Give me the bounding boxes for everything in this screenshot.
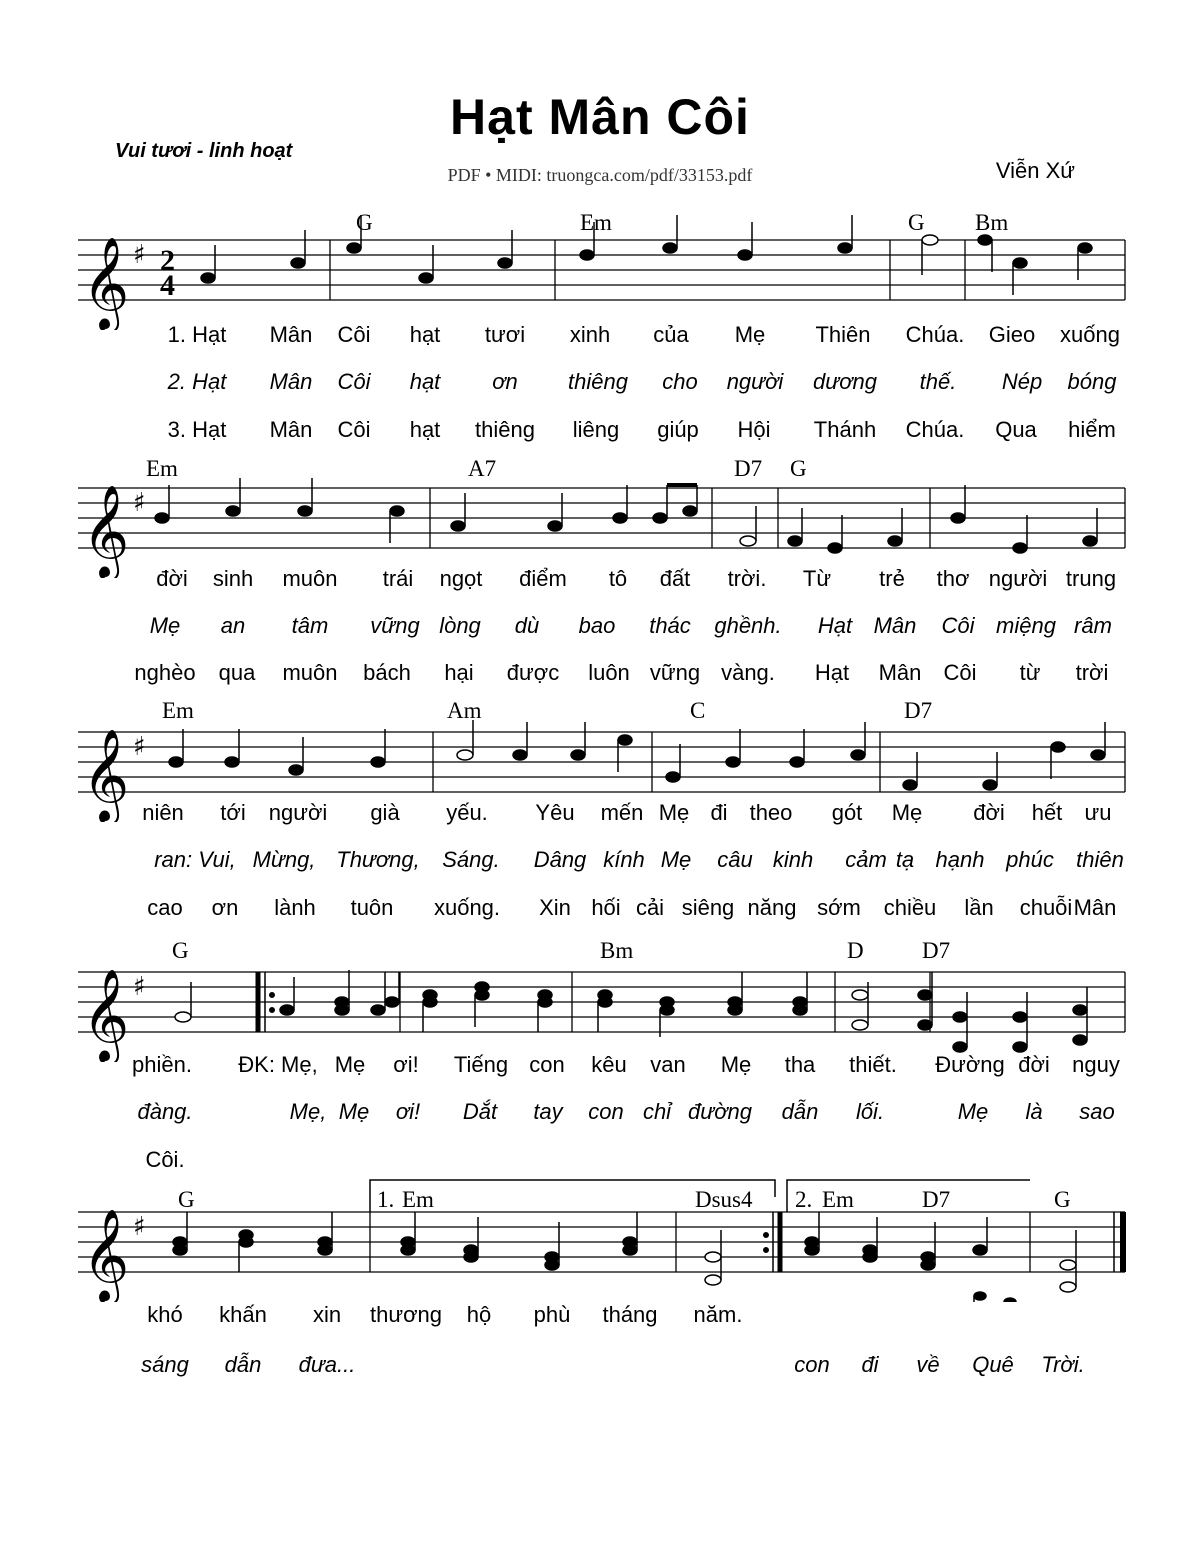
lyric-syllable: liêng	[572, 417, 620, 442]
lyric-syllable: thác	[649, 613, 691, 638]
lyric-syllable: Mân	[269, 322, 313, 347]
lyric-syllable: đời	[1018, 1052, 1050, 1077]
lyric-syllable: tháng	[602, 1302, 658, 1327]
chord-label: Bm	[975, 210, 1009, 235]
lyric-syllable: Côi	[337, 417, 371, 442]
lyric-syllable: là	[1025, 1099, 1043, 1124]
staff-5	[0, 1172, 1200, 1302]
lyric-syllable: hết	[1031, 800, 1063, 825]
system-3	[0, 692, 1200, 942]
lyric-syllable: đời	[156, 566, 188, 591]
lyric-syllable: phiền.	[132, 1052, 192, 1077]
lyric-syllable: râm	[1074, 613, 1112, 638]
lyric-syllable: lòng	[439, 613, 481, 638]
treble-clef-icon: 𝄞	[82, 1208, 130, 1301]
lyric-syllable: trẻ	[879, 566, 905, 591]
lyric-syllable: hạt	[409, 322, 441, 347]
lyric-syllable: Đường	[935, 1052, 1005, 1077]
lyrics-verse-2	[0, 613, 1200, 643]
lyric-syllable: tay	[533, 1099, 563, 1124]
lyric-syllable: van	[650, 1052, 686, 1077]
lyric-syllable: trái	[382, 566, 414, 591]
lyric-syllable: sinh	[212, 566, 254, 591]
lyric-syllable: Mẹ,	[289, 1099, 327, 1124]
lyric-syllable: lành	[274, 895, 316, 920]
lyric-syllable: được	[506, 660, 560, 685]
staff-lines	[78, 1212, 1125, 1272]
lyric-syllable: theo	[749, 800, 793, 825]
lyric-syllable: đất	[659, 566, 691, 591]
lyric-syllable: vàng.	[721, 660, 775, 685]
lyric-syllable: Mân	[873, 613, 917, 638]
treble-clef-icon: 𝄞	[82, 236, 130, 329]
lyrics-verse-2	[0, 1352, 1200, 1382]
time-sig-bottom: 4	[160, 269, 175, 302]
system-2	[0, 448, 1200, 698]
lyric-syllable: Mẹ	[891, 800, 923, 825]
lyric-syllable: đàng.	[137, 1099, 193, 1124]
lyric-syllable: Mân	[269, 417, 313, 442]
staff-lines	[78, 240, 1125, 300]
lyric-syllable: điểm	[519, 566, 567, 591]
lyric-syllable: dù	[514, 613, 540, 638]
key-signature-sharp: ♯	[133, 240, 146, 270]
chord-label: D7	[734, 456, 763, 481]
song-title: Hạt Mân Côi	[450, 89, 750, 145]
staff-4	[0, 932, 1200, 1062]
lyric-syllable: trời	[1075, 660, 1109, 685]
lyric-syllable: Thiên	[815, 322, 871, 347]
lyric-syllable: phù	[533, 1302, 571, 1327]
lyric-syllable: trời.	[727, 566, 767, 591]
source-link[interactable]: PDF • MIDI: truongca.com/pdf/33153.pdf	[447, 165, 753, 185]
lyric-syllable: Hội	[737, 417, 771, 442]
lyric-syllable: người	[726, 369, 784, 394]
chord-label: Am	[447, 698, 482, 723]
lyric-syllable: Dâng	[533, 847, 587, 872]
lyric-syllable: thiết.	[849, 1052, 897, 1077]
key-signature-sharp: ♯	[133, 732, 146, 762]
chord-label: D	[847, 938, 864, 963]
lyric-syllable: đưa...	[298, 1352, 356, 1377]
lyric-syllable: khó	[147, 1302, 183, 1327]
lyric-syllable: chiều	[883, 895, 937, 920]
lyric-syllable: người	[268, 800, 328, 825]
chord-label: Em	[162, 698, 194, 723]
volta-label: 1.	[377, 1187, 395, 1212]
chord-label: G	[908, 210, 925, 235]
lyrics-verse-1	[0, 566, 1200, 596]
lyric-syllable: con	[794, 1352, 830, 1377]
chord-label: Em	[146, 456, 178, 481]
lyric-syllable: dương	[813, 369, 877, 394]
lyric-syllable: mến	[600, 800, 644, 825]
lyric-syllable: ghềnh.	[714, 613, 782, 638]
lyric-syllable: Dắt	[462, 1099, 498, 1124]
lyric-syllable: Mẹ	[957, 1099, 989, 1124]
lyric-syllable: Yêu	[535, 800, 575, 825]
lyric-syllable: Tiếng	[453, 1052, 509, 1077]
lyric-syllable: câu	[717, 847, 753, 872]
lyric-syllable: bách	[363, 660, 411, 685]
lyric-syllable: tới	[220, 800, 246, 825]
lyric-syllable: thiên	[1076, 847, 1124, 872]
lyric-syllable: 2. Hạt	[167, 369, 227, 394]
lyric-syllable: Côi	[337, 369, 371, 394]
lyric-syllable: tuôn	[350, 895, 394, 920]
lyric-syllable: kinh	[772, 847, 814, 872]
lyric-syllable: Quê	[972, 1352, 1014, 1377]
key-signature-sharp: ♯	[133, 972, 146, 1002]
lyric-syllable: ran: Vui,	[154, 847, 236, 872]
lyric-syllable: ngọt	[439, 566, 483, 591]
lyric-syllable: từ	[1019, 660, 1041, 685]
key-signature-sharp: ♯	[133, 488, 146, 518]
lyric-syllable: ưu	[1084, 800, 1112, 825]
staff-1	[0, 200, 1200, 330]
lyric-syllable: chỉ	[642, 1099, 672, 1124]
lyric-syllable: chuỗi	[1019, 895, 1073, 920]
lyrics-verse-2	[0, 369, 1200, 399]
chord-label: Em	[402, 1187, 434, 1212]
lyric-syllable: 1. Hạt	[167, 322, 227, 347]
lyric-syllable: Nép	[1001, 369, 1043, 394]
lyric-syllable: vững	[649, 660, 701, 685]
lyric-syllable: miệng	[996, 613, 1056, 638]
chord-label: A7	[468, 456, 497, 481]
lyric-syllable: già	[370, 800, 400, 825]
lyric-syllable: Chúa.	[905, 322, 965, 347]
lyric-syllable: luôn	[588, 660, 630, 685]
lyric-syllable: Hạt	[817, 613, 853, 638]
lyric-syllable: Gieo	[988, 322, 1036, 347]
lyric-syllable: Thương,	[336, 847, 420, 872]
lyrics-verse-1	[0, 322, 1200, 352]
lyric-syllable: tâm	[291, 613, 329, 638]
chord-label: C	[690, 698, 706, 723]
lyric-syllable: sáng	[141, 1352, 189, 1377]
lyric-syllable: muôn	[282, 660, 338, 685]
lyric-syllable: hạt	[409, 369, 441, 394]
chord-label: G	[790, 456, 807, 481]
lyric-syllable: Mân	[269, 369, 313, 394]
chord-label: Dsus4	[695, 1187, 753, 1212]
chord-label: G	[356, 210, 373, 235]
lyric-syllable: Mẹ	[338, 1099, 370, 1124]
treble-clef-icon: 𝄞	[82, 968, 130, 1061]
lyric-syllable: kính	[603, 847, 645, 872]
lyric-syllable: Côi	[943, 660, 977, 685]
lyric-syllable: kêu	[591, 1052, 627, 1077]
lyric-syllable: Sáng.	[442, 847, 500, 872]
chord-label: D7	[922, 938, 951, 963]
lyric-syllable: thiêng	[568, 369, 628, 394]
lyric-syllable: của	[653, 322, 689, 347]
lyric-syllable: Mẹ	[658, 800, 690, 825]
lyric-syllable: nguy	[1072, 1052, 1120, 1077]
lyric-syllable: hiểm	[1068, 417, 1116, 442]
lyric-syllable: Trời.	[1041, 1352, 1085, 1377]
lyrics-verse-3	[0, 660, 1200, 690]
system-1	[0, 200, 1200, 450]
staff-lines	[78, 488, 1125, 548]
lyric-syllable: lối.	[855, 1099, 885, 1124]
lyric-syllable: vững	[370, 613, 420, 638]
lyric-syllable: muôn	[282, 566, 338, 591]
lyric-syllable: tha	[784, 1052, 816, 1077]
lyric-syllable: an	[220, 613, 246, 638]
lyric-syllable: Qua	[995, 417, 1037, 442]
lyric-syllable: xuống.	[433, 895, 501, 920]
lyric-syllable: Chúa.	[905, 417, 965, 442]
lyric-syllable: hối	[591, 895, 621, 920]
lyric-syllable: người	[988, 566, 1048, 591]
lyric-syllable: đi	[710, 800, 728, 825]
lyric-syllable: khấn	[219, 1302, 267, 1327]
lyric-syllable: dẫn	[781, 1099, 819, 1124]
lyric-syllable: cải	[635, 895, 665, 920]
lyric-syllable: Mẹ	[334, 1052, 366, 1077]
lyric-syllable: cảm	[845, 847, 887, 872]
lyric-syllable: Từ	[802, 566, 832, 591]
lyric-syllable: giúp	[657, 417, 699, 442]
chord-label: D7	[922, 1187, 951, 1212]
lyric-syllable: Mẹ	[720, 1052, 752, 1077]
lyric-syllable: gót	[831, 800, 863, 825]
lyrics-verse-2	[0, 847, 1200, 877]
lyric-syllable: cao	[147, 895, 183, 920]
lyric-syllable: Xin	[539, 895, 571, 920]
lyric-syllable: tạ	[895, 847, 915, 872]
lyric-syllable: đi	[861, 1352, 879, 1377]
lyric-syllable: Hạt	[814, 660, 850, 685]
lyric-syllable: Thánh	[813, 417, 877, 442]
lyrics-verse-3	[0, 895, 1200, 925]
lyric-syllable: về	[916, 1352, 940, 1377]
lyric-syllable: sao	[1079, 1099, 1115, 1124]
lyric-syllable: con	[529, 1052, 565, 1077]
volta-label: 2.	[795, 1187, 813, 1212]
lyric-syllable: bao	[578, 613, 616, 638]
lyric-syllable: thiêng	[475, 417, 535, 442]
lyric-syllable: thương	[370, 1302, 442, 1327]
lyric-syllable: bóng	[1067, 369, 1117, 394]
lyric-syllable: sớm	[817, 895, 861, 920]
lyric-syllable: thơ	[936, 566, 970, 591]
lyric-syllable: đường	[688, 1099, 752, 1124]
notes	[175, 970, 1087, 1052]
lyric-syllable: trung	[1065, 566, 1117, 591]
lyric-syllable: Côi	[337, 322, 371, 347]
lyric-syllable: Mân	[1073, 895, 1117, 920]
notes	[169, 720, 1105, 790]
composer-name: Viễn Xứ	[995, 158, 1075, 183]
lyric-syllable: xin	[312, 1302, 342, 1327]
lyric-syllable: ơi!	[393, 1052, 419, 1077]
chord-label: G	[1054, 1187, 1071, 1212]
lyric-syllable: Mẹ	[149, 613, 181, 638]
lyric-syllable: dẫn	[224, 1352, 262, 1377]
chord-label: Em	[580, 210, 612, 235]
notes	[155, 478, 1097, 553]
lyric-syllable: niên	[142, 800, 184, 825]
lyric-syllable: năm.	[693, 1302, 743, 1327]
lyric-syllable: đời	[973, 800, 1005, 825]
lyrics-verse-3	[0, 417, 1200, 447]
lyric-syllable: qua	[218, 660, 256, 685]
chord-label: G	[172, 938, 189, 963]
chord-label: D7	[904, 698, 933, 723]
time-sig-top: 2	[160, 244, 175, 277]
lyric-syllable: Mẹ	[734, 322, 766, 347]
chord-label: Bm	[600, 938, 634, 963]
lyric-syllable: thế.	[919, 369, 957, 394]
lyric-syllable: phúc	[1006, 847, 1054, 872]
chord-label: G	[178, 1187, 195, 1212]
lyric-syllable: ơi!	[395, 1099, 421, 1124]
lyric-syllable: yếu.	[446, 800, 488, 825]
lyric-syllable: Mân	[878, 660, 922, 685]
lyrics-verse-1	[0, 1052, 1200, 1082]
lyric-syllable: Mừng,	[252, 847, 316, 872]
lyric-syllable: nghèo	[134, 660, 196, 685]
lyric-syllable: tô	[608, 566, 628, 591]
lyric-syllable: siêng	[681, 895, 735, 920]
lyrics-verse-2	[0, 1099, 1200, 1129]
lyrics-verse-1	[0, 800, 1200, 830]
chord-label: Em	[822, 1187, 854, 1212]
system-5	[0, 1172, 1200, 1392]
lyric-syllable: ơn	[492, 369, 518, 394]
lyric-syllable: hại	[444, 660, 474, 685]
lyric-syllable: Mẹ	[660, 847, 692, 872]
staff-2	[0, 448, 1200, 578]
lyric-syllable: xinh	[569, 322, 611, 347]
lyric-syllable: 3. Hạt	[167, 417, 227, 442]
lyric-syllable: hạt	[409, 417, 441, 442]
lyric-syllable: ĐK: Mẹ,	[238, 1052, 318, 1077]
key-signature-sharp: ♯	[133, 1212, 146, 1242]
treble-clef-icon: 𝄞	[82, 728, 130, 821]
lyric-syllable: năng	[747, 895, 797, 920]
lyric-syllable: cho	[662, 369, 698, 394]
lyrics-verse-1	[0, 1302, 1200, 1332]
lyric-syllable: con	[588, 1099, 624, 1124]
lyric-syllable: hạnh	[935, 847, 985, 872]
treble-clef-icon: 𝄞	[82, 484, 130, 577]
lyric-syllable: tươi	[484, 322, 526, 347]
lyric-syllable: lần	[964, 895, 994, 920]
lyric-syllable: ơn	[211, 895, 239, 920]
lyric-syllable: xuống	[1060, 322, 1120, 347]
lyric-syllable: Côi	[941, 613, 975, 638]
tempo-marking: Vui tươi - linh hoạt	[115, 140, 293, 162]
lyric-syllable: Côi.	[145, 1147, 185, 1172]
system-4	[0, 932, 1200, 1182]
lyric-syllable: hộ	[466, 1302, 492, 1327]
